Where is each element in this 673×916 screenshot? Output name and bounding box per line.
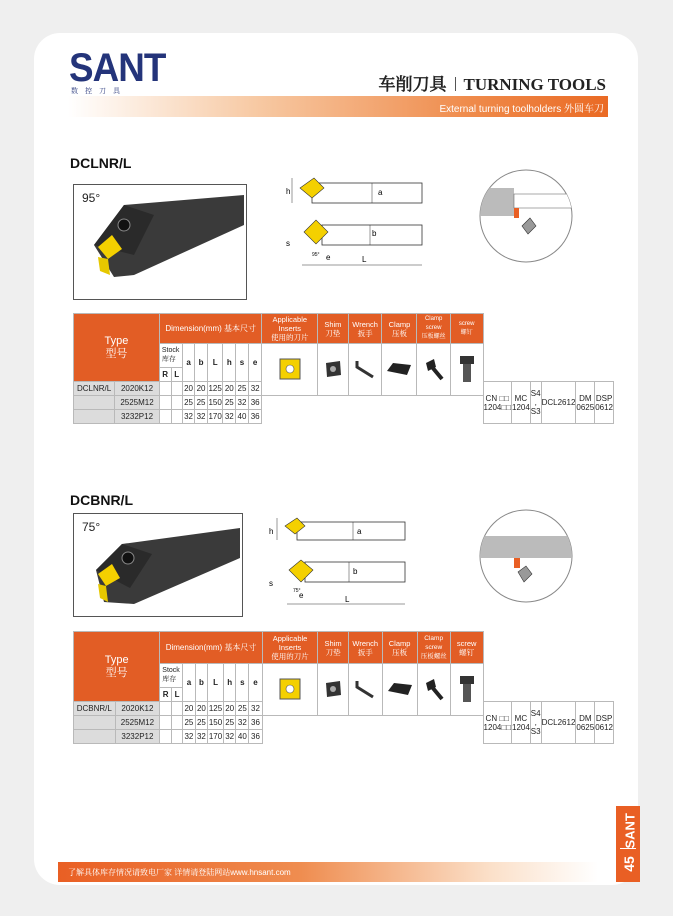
col-a: a (182, 344, 194, 382)
type-header: Type 型号 (74, 632, 160, 702)
technical-drawing-dcbnr (265, 512, 410, 612)
screw-image (450, 344, 483, 396)
shim-image (318, 344, 349, 396)
dim-angle-label: 75° (293, 588, 301, 594)
logo-subtitle: 数控刀具 (71, 88, 127, 95)
insert-image (262, 664, 317, 716)
side-brand: SANT (622, 813, 638, 849)
page-number: 45 (621, 856, 637, 872)
col-s: s (236, 664, 249, 702)
stock-R: R (160, 688, 172, 702)
clamp-screw-image (417, 344, 450, 396)
spec-table-dclnr: Type 型号 Dimension(mm) 基本尺寸 Applicable Inserts 使用的刀片 Shim 刀垫 Wrench 扳手 Clamp 压板 Clamp screw 压板螺丝 screw 螺钉 Stock 库存 a b L h s e R L DCLNR/L 2020K12 20 20 125 20 25 32 CN □□ 1204□□ MC 1204 S4 , S3 DCL2612 DM 0625 DSP 0612 2525M12 25 25 150 25 32 36 3232P12 32 32 170 32 40 36 (73, 313, 614, 424)
code-cell: 3232P12 (115, 730, 160, 744)
clamp-screw-image (417, 664, 450, 716)
stock-R: R (159, 368, 171, 382)
stock-header: Stock 库存 (160, 664, 183, 688)
code-cell: 3232P12 (115, 410, 160, 424)
toolholder-illustration (74, 185, 246, 299)
insert-image (262, 344, 318, 396)
title-cn: 车削刀具 (378, 75, 447, 94)
dim-b-label: b (372, 229, 377, 238)
dim-a-label: a (357, 527, 362, 536)
dim-h-label: h (286, 187, 291, 196)
machining-detail-dclnr (478, 168, 574, 264)
code-cell: 2020K12 (115, 382, 160, 396)
code-cell: 2525M12 (115, 396, 160, 410)
clamp-image (382, 344, 417, 396)
screw-header: screw 螺钉 (450, 632, 483, 664)
dim-L-label: L (362, 255, 367, 264)
family-label: DCBNR/L (74, 702, 116, 716)
dim-L-label: L (345, 595, 350, 604)
shim-image (318, 664, 349, 716)
inserts-header: Applicable Inserts 使用的刀片 (262, 632, 317, 664)
side-divider (620, 848, 636, 849)
shim-value: MC 1204 (512, 382, 531, 424)
wrench-image (348, 344, 382, 396)
wrench-value: S4 , S3 (530, 382, 541, 424)
clamp-header: Clamp 压板 (382, 632, 417, 664)
col-b: b (195, 664, 208, 702)
col-e: e (248, 344, 262, 382)
brand-logo (69, 46, 166, 96)
spec-table-dcbnr: Type 型号 Dimension(mm) 基本尺寸 Applicable Inserts 使用的刀片 Shim 刀垫 Wrench 扳手 Clamp 压板 Clamp screw 压板螺丝 screw 螺钉 Stock 库存 a b L h s e R L DCBNR/L 2020K12 20 20 125 20 25 32 CN □□ 1204□□ MC 1204 S4 , S3 DCL2612 DM 0625 DSP 0612 2525M12 25 25 150 25 32 36 3232P12 32 32 170 32 40 36 (73, 631, 614, 744)
shim-value: MC 1204 (512, 702, 531, 744)
col-h: h (223, 344, 236, 382)
toolholder-photo-dcbnr (73, 513, 243, 617)
stock-L: L (171, 368, 182, 382)
wrench-image (348, 664, 382, 716)
title-en: TURNING TOOLS (463, 75, 606, 94)
shim-header: Shim 刀垫 (318, 632, 349, 664)
dim-b-label: b (353, 567, 358, 576)
stock-header: Stock 库存 (159, 344, 182, 368)
clamp-value: DCL2612 (541, 382, 576, 424)
footer-contact: 了解具体库存情况请致电厂家 详情请登陆网站www.hnsant.com (68, 868, 291, 877)
clamp-screw-value: DM 0625 (576, 702, 595, 744)
dim-a-label: a (378, 188, 383, 197)
clamp-screw-value: DM 0625 (576, 382, 595, 424)
dimension-header: Dimension(mm) 基本尺寸 (159, 314, 262, 344)
screw-image (450, 664, 483, 716)
code-cell: 2525M12 (115, 716, 160, 730)
logo-wordmark: SANT (69, 46, 166, 90)
insert-value: CN □□ 1204□□ (483, 382, 511, 424)
dim-s-label: s (286, 239, 290, 248)
dim-h-label: h (269, 527, 274, 536)
title-divider (455, 77, 456, 91)
stock-L: L (171, 688, 182, 702)
clamp-screw-header: Clamp screw 压板螺丝 (417, 314, 450, 344)
insert-value: CN □□ 1204□□ (483, 702, 511, 744)
clamp-value: DCL2612 (541, 702, 576, 744)
dim-s-label: s (269, 579, 273, 588)
approach-angle: 95° (82, 191, 101, 205)
section-title-dclnr: DCLNR/L (70, 155, 132, 171)
clamp-header: Clamp 压板 (382, 314, 417, 344)
col-a: a (183, 664, 195, 702)
toolholder-photo-dclnr (73, 184, 247, 300)
dim-angle-label: 95° (312, 252, 320, 258)
dim-e-label: e (326, 253, 331, 262)
dimension-header: Dimension(mm) 基本尺寸 (160, 632, 262, 664)
category-label: External turning toolholders 外圆车刀 (439, 104, 604, 115)
col-L: L (207, 344, 223, 382)
wrench-header: Wrench 扳手 (348, 314, 382, 344)
footer-band (58, 862, 598, 882)
clamp-screw-header: Clamp screw 压板螺丝 (417, 632, 450, 664)
category-band (68, 96, 608, 117)
family-label: DCLNR/L (74, 382, 115, 396)
wrench-header: Wrench 扳手 (348, 632, 382, 664)
inserts-header: Applicable Inserts 使用的刀片 (262, 314, 318, 344)
approach-angle: 75° (82, 520, 101, 534)
technical-drawing-dclnr (282, 170, 432, 270)
shim-header: Shim 刀垫 (318, 314, 349, 344)
type-header: Type 型号 (74, 314, 160, 382)
col-L: L (208, 664, 224, 702)
page-title (379, 70, 607, 95)
screw-value: DSP 0612 (595, 382, 614, 424)
screw-value: DSP 0612 (595, 702, 614, 744)
code-cell: 2020K12 (115, 702, 160, 716)
dim-e-label: e (299, 591, 304, 600)
col-b: b (195, 344, 208, 382)
screw-header: screw 螺钉 (450, 314, 483, 344)
col-e: e (249, 664, 263, 702)
clamp-image (382, 664, 417, 716)
machining-detail-dcbnr (478, 508, 574, 604)
page-tab (616, 806, 640, 882)
col-h: h (223, 664, 236, 702)
section-title-dcbnr: DCBNR/L (70, 492, 133, 508)
col-s: s (236, 344, 249, 382)
toolholder-illustration (74, 514, 242, 616)
wrench-value: S4 , S3 (530, 702, 541, 744)
